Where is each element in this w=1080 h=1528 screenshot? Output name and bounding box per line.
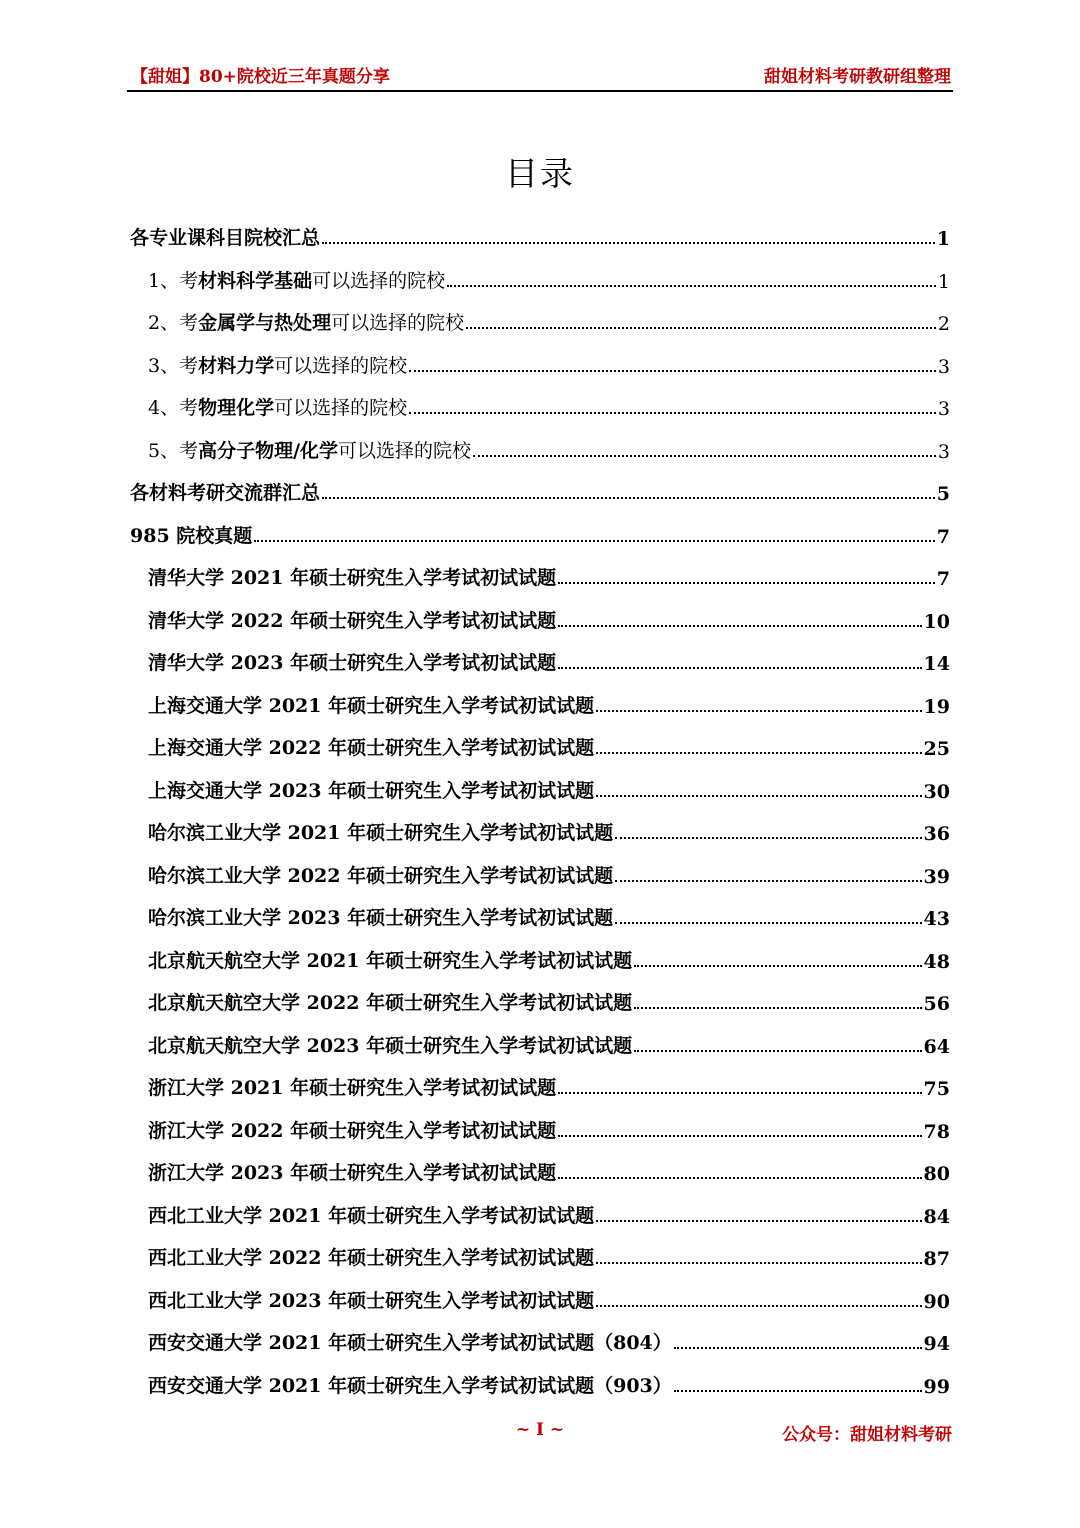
toc-entry[interactable] — [148, 815, 950, 845]
toc-entry-label-subject: 高分子物理/化学 — [198, 439, 339, 462]
toc-entry-page: 7 — [936, 525, 950, 548]
toc-entry-label-suffix: 可以选择的院校 — [331, 312, 465, 334]
toc-entry-label-prefix: 清华大学 2023 年硕士研究生入学考试初试试题 — [148, 652, 557, 674]
toc-entry-label-prefix: 浙江大学 2022 年硕士研究生入学考试初试试题 — [148, 1119, 557, 1142]
header-left-text: 【甜姐】80+院校近三年真题分享 — [131, 67, 390, 87]
toc-entry-label — [148, 733, 594, 760]
toc-entry-label — [148, 563, 556, 590]
toc-entry[interactable] — [148, 900, 950, 930]
toc-entry-page: 94 — [923, 1333, 950, 1355]
toc-dot-leader — [596, 795, 921, 797]
toc-dot-leader — [674, 1347, 922, 1349]
toc-entry[interactable] — [148, 730, 950, 760]
toc-dot-leader — [674, 1390, 922, 1392]
toc-entry-page: 84 — [923, 1205, 950, 1228]
toc-dot-leader — [558, 667, 921, 669]
toc-entry[interactable] — [148, 688, 950, 718]
toc-entry-label-prefix: 西安交通大学 2021 年硕士研究生入学考试初试试题（804） — [148, 1332, 672, 1354]
toc-entry-page: 99 — [923, 1375, 950, 1398]
toc-entry-label-prefix: 清华大学 2022 年硕士研究生入学考试初试试题 — [148, 609, 557, 632]
toc-entry-label — [130, 521, 252, 548]
toc-entry-label-prefix: 上海交通大学 2022 年硕士研究生入学考试初试试题 — [148, 737, 595, 759]
toc-entry-label-prefix: 上海交通大学 2023 年硕士研究生入学考试初试试题 — [148, 779, 595, 802]
toc-dot-leader — [615, 880, 921, 882]
toc-entry-label — [148, 861, 613, 888]
toc-entry-label-prefix: 各材料考研交流群汇总 — [130, 482, 321, 504]
toc-dot-leader — [596, 710, 921, 712]
page-header — [127, 58, 953, 92]
toc-entry-label-prefix: 北京航天航空大学 2021 年硕士研究生入学考试初试试题 — [148, 949, 633, 972]
toc-dot-leader — [322, 242, 935, 244]
toc-entry[interactable] — [148, 773, 950, 803]
toc-entry-label-prefix: 哈尔滨工业大学 2023 年硕士研究生入学考试初试试题 — [148, 907, 614, 929]
toc-entry-label — [148, 308, 464, 335]
toc-dot-leader — [558, 582, 935, 584]
toc-entry-label — [148, 818, 613, 845]
toc-entry[interactable] — [148, 305, 950, 335]
toc-entry-label — [148, 266, 445, 293]
toc-dot-leader — [634, 965, 921, 967]
toc-entry-label — [148, 393, 407, 420]
toc-entry-label — [148, 1116, 556, 1143]
toc-entry-label — [130, 478, 320, 505]
toc-entry-label — [148, 1371, 672, 1398]
toc-entry-page: 43 — [923, 908, 950, 930]
toc-entry[interactable] — [130, 475, 950, 505]
toc-entry[interactable] — [148, 645, 950, 675]
toc-entry-label — [148, 351, 407, 378]
toc-entry-label — [148, 606, 556, 633]
toc-entry-page: 36 — [923, 823, 950, 845]
toc-entry-label-subject: 物理化学 — [198, 397, 275, 419]
toc-entry-label-prefix: 哈尔滨工业大学 2022 年硕士研究生入学考试初试试题 — [148, 864, 614, 887]
toc-entry-page: 56 — [923, 993, 950, 1015]
toc-entry-page: 3 — [937, 355, 950, 378]
toc-entry-page: 3 — [937, 398, 950, 420]
toc-entry-label — [148, 1328, 672, 1355]
toc-entry-label-prefix: 北京航天航空大学 2022 年硕士研究生入学考试初试试题 — [148, 992, 633, 1014]
toc-entry-label-prefix: 1、考 — [148, 269, 199, 292]
toc-entry-label-prefix: 985 院校真题 — [130, 524, 253, 547]
toc-entry[interactable] — [148, 1283, 950, 1313]
toc-entry-label-prefix: 3、考 — [148, 354, 199, 377]
toc-entry-page: 30 — [923, 780, 950, 803]
toc-entry[interactable] — [148, 1155, 950, 1185]
toc-entry-label — [148, 648, 556, 675]
toc-entry-label — [148, 903, 613, 930]
toc-entry-label-prefix: 上海交通大学 2021 年硕士研究生入学考试初试试题 — [148, 694, 595, 717]
toc-entry-label-prefix: 西北工业大学 2023 年硕士研究生入学考试初试试题 — [148, 1289, 595, 1312]
toc-entry-page: 7 — [936, 568, 950, 590]
toc-entry[interactable] — [148, 1070, 950, 1100]
toc-entry[interactable] — [148, 943, 950, 973]
toc-entry[interactable] — [148, 390, 950, 420]
toc-dot-leader — [596, 1305, 921, 1307]
toc-entry-label-prefix: 2、考 — [148, 312, 199, 334]
toc-entry-label-prefix: 各专业课科目院校汇总 — [130, 227, 321, 249]
toc-entry[interactable] — [148, 348, 950, 378]
toc-entry-label — [130, 223, 320, 250]
toc-entry-label — [148, 691, 594, 718]
toc-dot-leader — [615, 837, 921, 839]
toc-entry[interactable] — [148, 858, 950, 888]
toc-entry-page: 2 — [937, 313, 950, 335]
toc-dot-leader — [447, 285, 936, 287]
toc-entry-label-prefix: 西北工业大学 2021 年硕士研究生入学考试初试试题 — [148, 1204, 595, 1227]
toc-entry-label-suffix: 可以选择的院校 — [338, 439, 472, 462]
toc-entry[interactable] — [148, 433, 950, 463]
toc-entry-page: 14 — [923, 653, 950, 675]
toc-entry-page: 1 — [937, 270, 950, 293]
toc-entry-label-prefix: 浙江大学 2021 年硕士研究生入学考试初试试题 — [148, 1077, 557, 1099]
toc-entry-label-prefix: 哈尔滨工业大学 2021 年硕士研究生入学考试初试试题 — [148, 822, 614, 844]
toc-entry[interactable] — [148, 560, 950, 590]
toc-dot-leader — [634, 1007, 921, 1009]
toc-entry-label-suffix: 可以选择的院校 — [312, 269, 446, 292]
toc-entry[interactable] — [148, 1113, 950, 1143]
toc-entry[interactable] — [148, 1325, 950, 1355]
toc-entry-label — [148, 776, 594, 803]
toc-dot-leader — [596, 752, 921, 754]
toc-entry-page: 5 — [936, 483, 950, 505]
header-right-text: 甜姐材料考研教研组整理 — [764, 67, 951, 87]
toc-entry-page: 90 — [923, 1290, 950, 1313]
toc-entry-label-suffix: 可以选择的院校 — [274, 397, 408, 419]
toc-dot-leader — [409, 412, 936, 414]
toc-entry-page: 25 — [923, 738, 950, 760]
toc-entry-label — [148, 1031, 632, 1058]
toc-entry-label-subject: 金属学与热处理 — [198, 312, 332, 334]
toc-entry-page: 1 — [936, 228, 950, 250]
toc-entry-page: 10 — [923, 610, 950, 633]
toc-entry-label-prefix: 清华大学 2021 年硕士研究生入学考试初试试题 — [148, 567, 557, 589]
toc-dot-leader — [615, 922, 921, 924]
toc-entry-page: 80 — [923, 1163, 950, 1185]
footer-right-text: 公众号：甜姐材料考研 — [782, 1425, 952, 1445]
toc-dot-leader — [409, 370, 936, 372]
toc-entry-label-subject: 材料科学基础 — [198, 269, 313, 292]
toc-dot-leader — [558, 1092, 921, 1094]
toc-entry-label — [148, 1201, 594, 1228]
toc-entry-page: 19 — [923, 695, 950, 718]
toc-dot-leader — [596, 1220, 921, 1222]
toc-entry-page: 78 — [923, 1120, 950, 1143]
toc-dot-leader — [558, 625, 921, 627]
toc-entry[interactable] — [148, 1028, 950, 1058]
toc-dot-leader — [558, 1177, 921, 1179]
toc-entry[interactable] — [148, 1368, 950, 1398]
toc-entry-label — [148, 988, 632, 1015]
toc-entry[interactable] — [148, 1240, 950, 1270]
toc-dot-leader — [596, 1262, 921, 1264]
toc-dot-leader — [322, 497, 935, 499]
toc-entry[interactable] — [130, 518, 950, 548]
toc-entry-page: 48 — [923, 950, 950, 973]
toc-dot-leader — [634, 1050, 921, 1052]
toc-entry-label-prefix: 西北工业大学 2022 年硕士研究生入学考试初试试题 — [148, 1247, 595, 1269]
toc-entry-label-prefix: 西安交通大学 2021 年硕士研究生入学考试初试试题（903） — [148, 1374, 672, 1397]
toc-entry-page: 64 — [923, 1035, 950, 1058]
toc-entry-label-prefix: 5、考 — [148, 439, 199, 462]
toc-entry-label — [148, 436, 471, 463]
toc-entry-page: 75 — [923, 1078, 950, 1100]
toc-entry-page: 87 — [923, 1248, 950, 1270]
toc-entry-label-suffix: 可以选择的院校 — [274, 354, 408, 377]
toc-entry-label — [148, 1073, 556, 1100]
toc-dot-leader — [254, 540, 934, 542]
toc-entry-label — [148, 946, 632, 973]
toc-dot-leader — [558, 1135, 921, 1137]
footer-page-number: ~ I ~ — [515, 1420, 565, 1440]
toc-entry-label-prefix: 浙江大学 2023 年硕士研究生入学考试初试试题 — [148, 1162, 557, 1184]
toc-entry[interactable] — [148, 985, 950, 1015]
toc-entry-label-prefix: 北京航天航空大学 2023 年硕士研究生入学考试初试试题 — [148, 1034, 633, 1057]
toc-entry-page: 39 — [923, 865, 950, 888]
page-title: 目录 — [505, 154, 575, 193]
toc-entry[interactable] — [148, 603, 950, 633]
toc-entry-label — [148, 1158, 556, 1185]
toc-entry-label — [148, 1286, 594, 1313]
toc-entry-label-subject: 材料力学 — [198, 354, 275, 377]
toc-entry[interactable] — [148, 1198, 950, 1228]
toc-entry-label — [148, 1243, 594, 1270]
toc-entry-label-prefix: 4、考 — [148, 397, 199, 419]
toc-dot-leader — [466, 327, 936, 329]
toc-entry[interactable] — [148, 263, 950, 293]
toc-dot-leader — [473, 455, 936, 457]
toc-entry[interactable] — [130, 220, 950, 250]
toc-entry-page: 3 — [937, 440, 950, 463]
